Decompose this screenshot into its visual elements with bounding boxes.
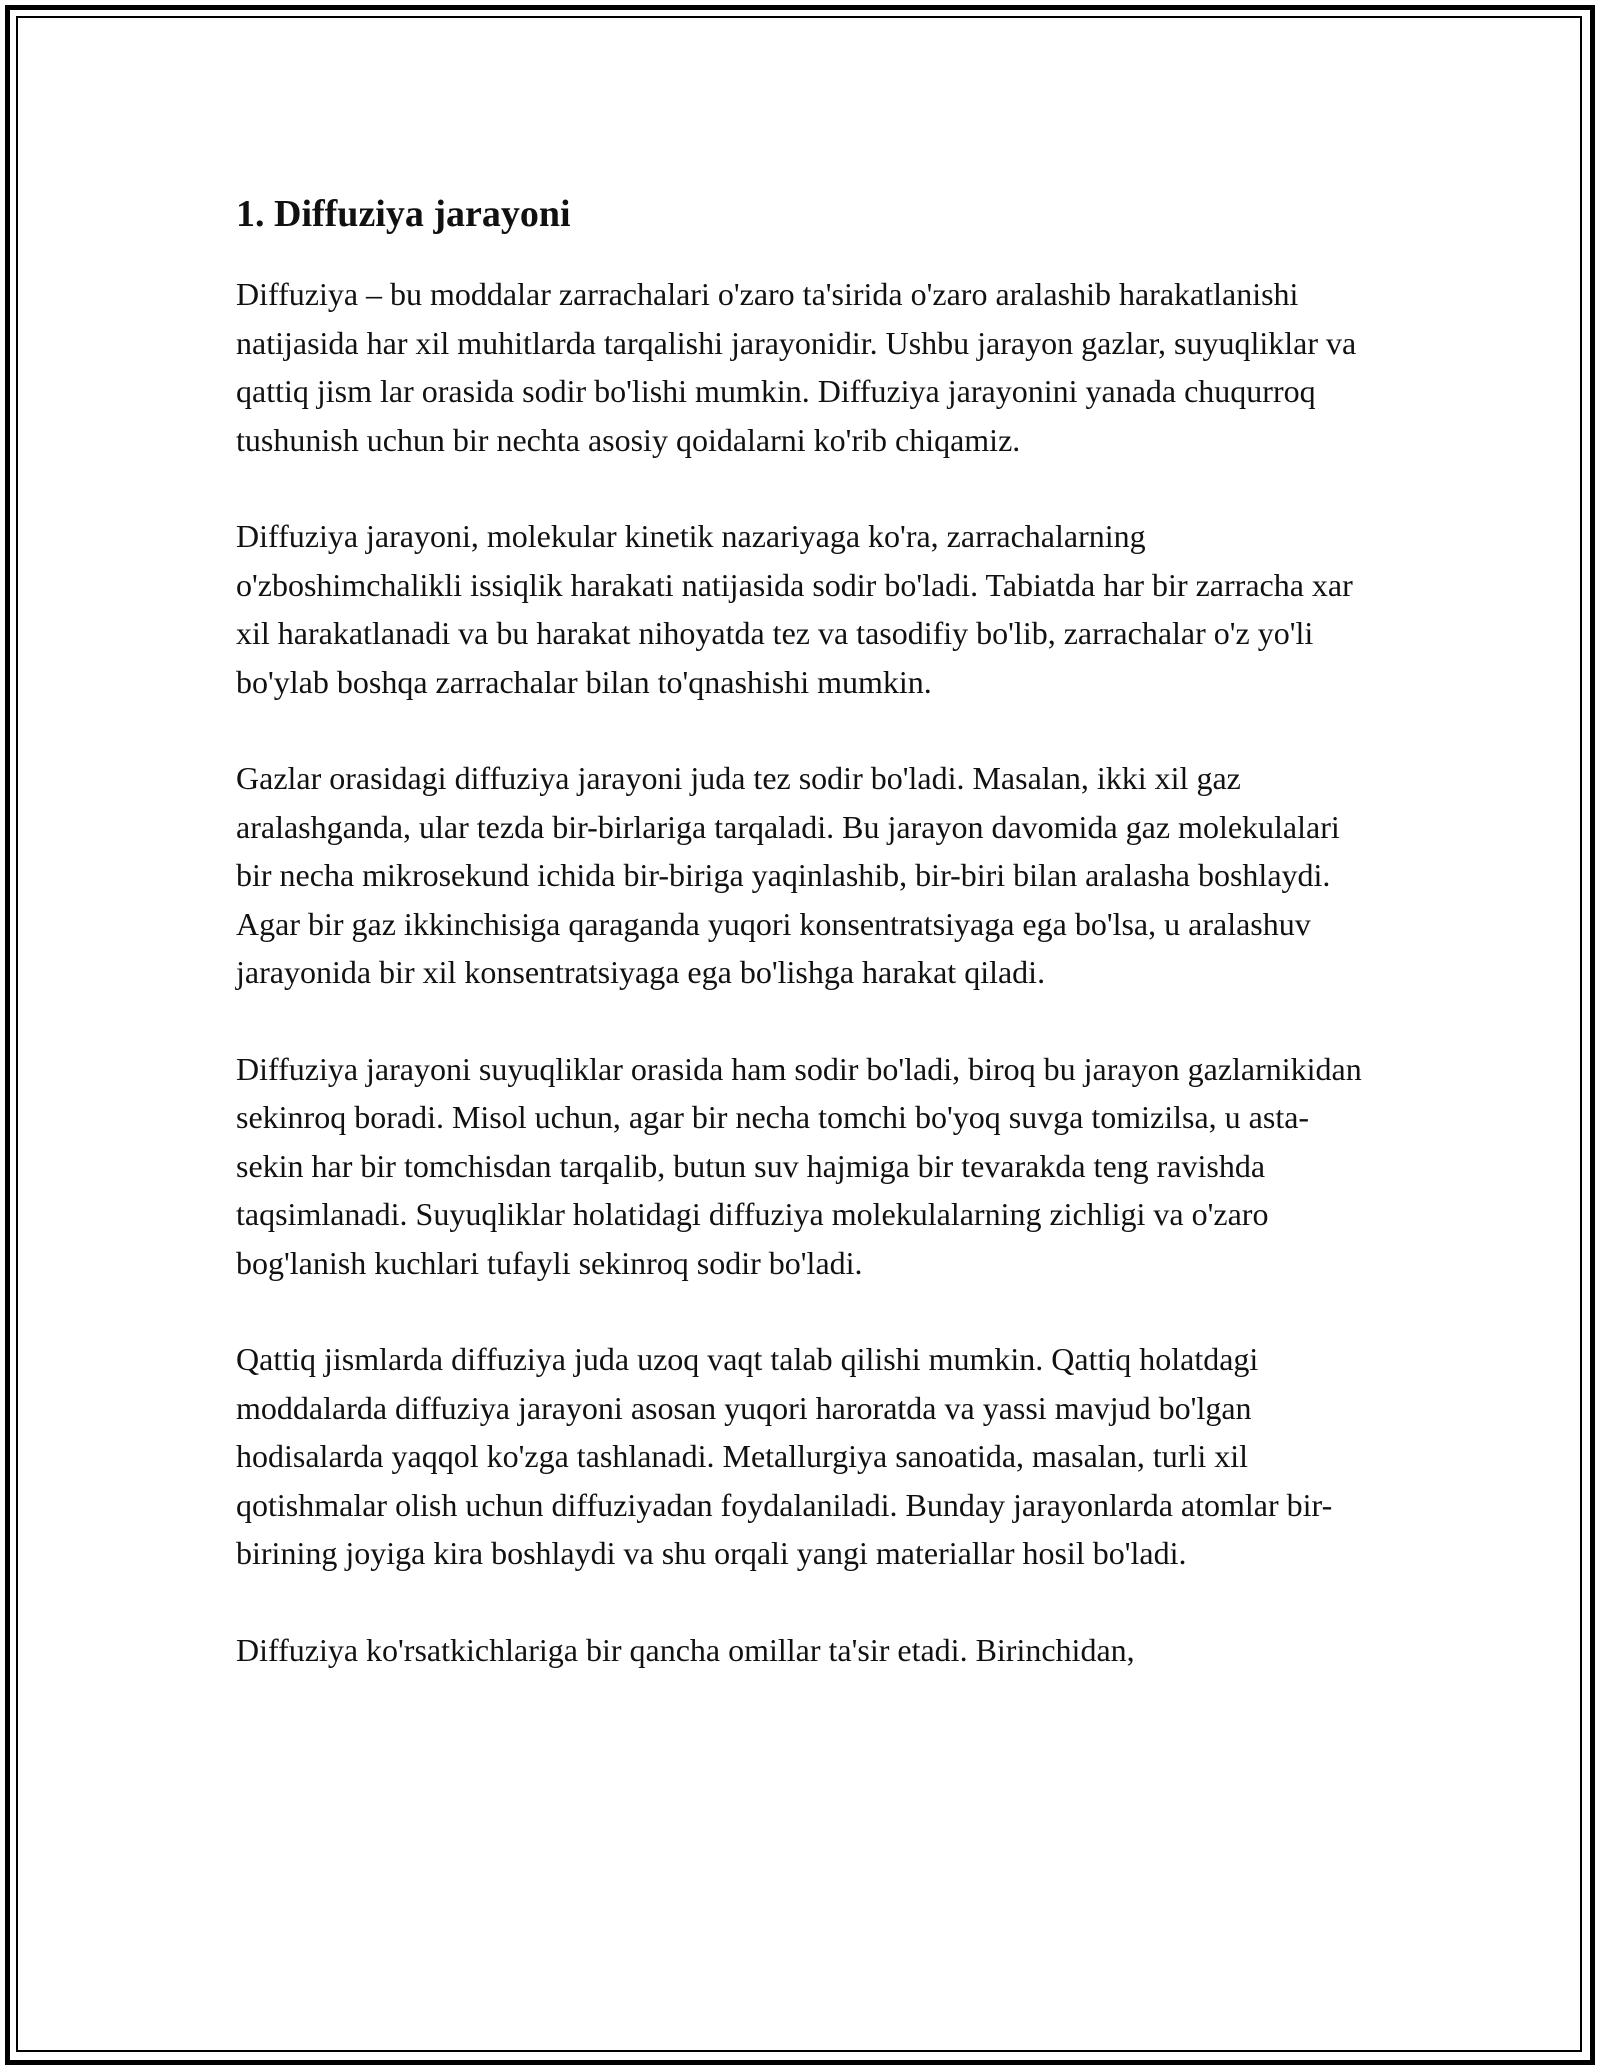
section-title: 1. Diffuziya jarayoni (236, 193, 571, 235)
paragraph: Diffuziya – bu moddalar zarrachalari o'zaro ta'sirida o'zaro aralashib harakatlanishi natijasida har xil muhitlarda tarqalishi jarayonidir. Ushbu jarayon gazlar, suyuqliklar va qattiq jism lar orasida sodir bo'lishi mumkin. Diffuziya jarayonini yanada chuqurroq tushunish uchun bir nechta asosiy qoidalarni ko'rib chiqamiz. (236, 276, 1357, 458)
paragraph: Diffuziya jarayoni suyuqliklar orasida ham sodir bo'ladi, biroq bu jarayon gazlarnikidan sekinroq boradi. Misol uchun, agar bir necha tomchi bo'yoq suvga tomizilsa, u asta-sekin har bir tomchisdan tarqalib, butun suv hajmiga bir tevarakda teng ravishda taqsimlanadi. Suyuqliklar holatidagi diffuziya molekulalarning zichligi va o'zaro bog'lanish kuchlari tufayli sekinroq sodir bo'ladi. (236, 1050, 1362, 1281)
document-body (236, 186, 1376, 1722)
paragraph: Diffuziya jarayoni, molekular kinetik nazariyaga ko'ra, zarrachalarning o'zboshimchalikli issiqlik harakati natijasida sodir bo'ladi. Tabiatda har bir zarracha xar xil harakatlanadi va bu harakat nihoyatda tez va tasodifiy bo'lib, zarrachalar o'z yo'li bo'ylab boshqa zarrachalar bilan to'qnashishi mumkin. (236, 518, 1353, 700)
paragraph: Qattiq jismlarda diffuziya juda uzoq vaqt talab qilishi mumkin. Qattiq holatdagi moddalarda diffuziya jarayoni asosan yuqori haroratda va yassi mavjud bo'lgan hodisalarda yaqqol ko'zga tashlanadi. Metallurgiya sanoatida, masalan, turli xil qotishmalar olish uchun diffuziyadan foydalaniladi. Bunday jarayonlarda atomlar bir-birining joyiga kira boshlaydi va shu orqali yangi materiallar hosil bo'ladi. (236, 1341, 1333, 1571)
paragraph: Gazlar orasidagi diffuziya jarayoni juda tez sodir bo'ladi. Masalan, ikki xil gaz aralashganda, ular tezda bir-birlariga tarqaladi. Bu jarayon davomida gaz molekulalari bir necha mikrosekund ichida bir-biriga yaqinlashib, bir-biri bilan aralasha boshlaydi. Agar bir gaz ikkinchisiga qaraganda yuqori konsentratsiyaga ega bo'lsa, u aralashuv jarayonida bir xil konsentratsiyaga ega bo'lishga harakat qiladi. (236, 760, 1340, 990)
paragraph: Diffuziya ko'rsatkichlariga bir qancha omillar ta'sir etadi. Birinchidan, (236, 1631, 1135, 1668)
